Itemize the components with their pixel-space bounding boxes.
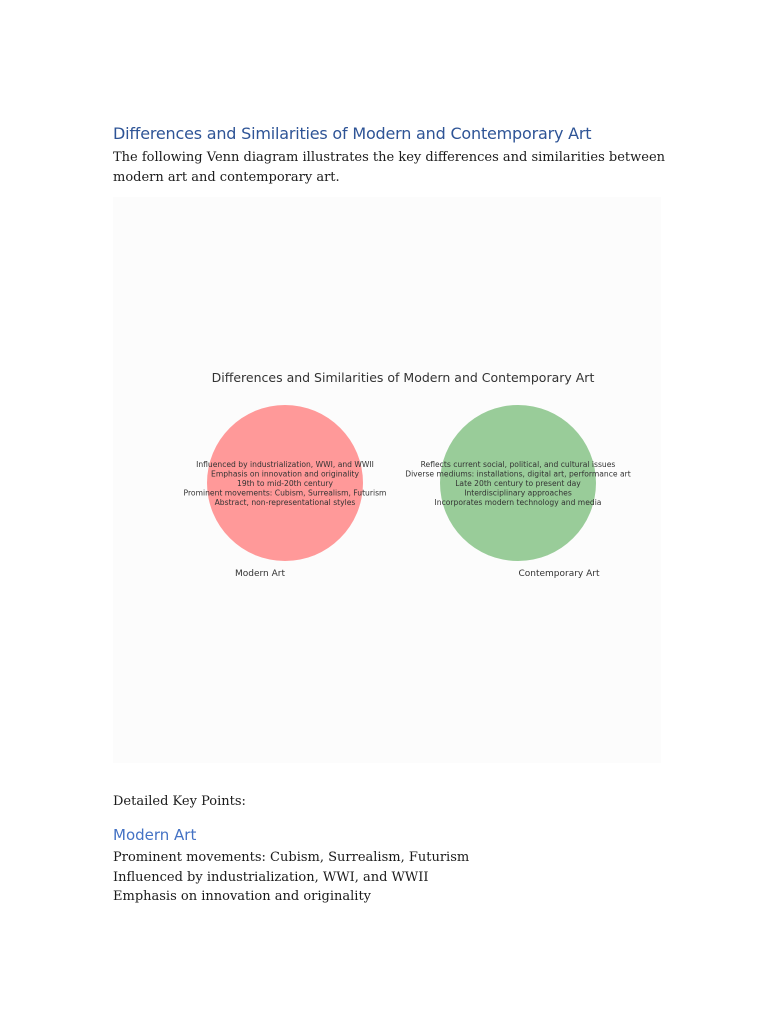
list-item: Prominent movements: Cubism, Surrealism, Futurism [113,850,470,865]
key-points-list [113,848,469,907]
contemporary-art-items [405,460,631,507]
detail-label: Detailed Key Points: [113,794,246,809]
contemporary-art-label: Contemporary Art [518,569,600,579]
modern-art-item: Influenced by industrialization, WWI, and WWII [196,460,374,469]
page-title: Differences and Similarities of Modern and Contemporary Art [113,124,592,143]
contemporary-art-item: Late 20th century to present day [455,479,581,488]
venn-diagram [113,197,661,763]
contemporary-art-item: Reflects current social, political, and cultural issues [420,460,616,469]
modern-art-label: Modern Art [234,569,286,579]
venn-diagram-figure [113,197,661,763]
list-item: Emphasis on innovation and originality [113,889,372,904]
list-item: Influenced by industrialization, WWI, and WWII [113,869,429,885]
modern-art-item: 19th to mid-20th century [237,479,333,488]
section-heading: Modern Art [113,826,197,844]
intro-paragraph: The following Venn diagram illustrates the key differences and similarities between modern art and contemporary art. [113,150,666,185]
modern-art-item: Prominent movements: Cubism, Surrealism, Futurism [183,488,387,498]
diagram-title: Differences and Similarities of Modern and Contemporary Art [211,370,595,385]
modern-art-item: Abstract, non-representational styles [214,498,356,507]
contemporary-art-item: Interdisciplinary approaches [464,488,572,498]
modern-art-item: Emphasis on innovation and originality [211,469,359,479]
contemporary-art-item: Incorporates modern technology and media [434,498,602,507]
contemporary-art-item: Diverse mediums: installations, digital art, performance art [405,469,631,479]
